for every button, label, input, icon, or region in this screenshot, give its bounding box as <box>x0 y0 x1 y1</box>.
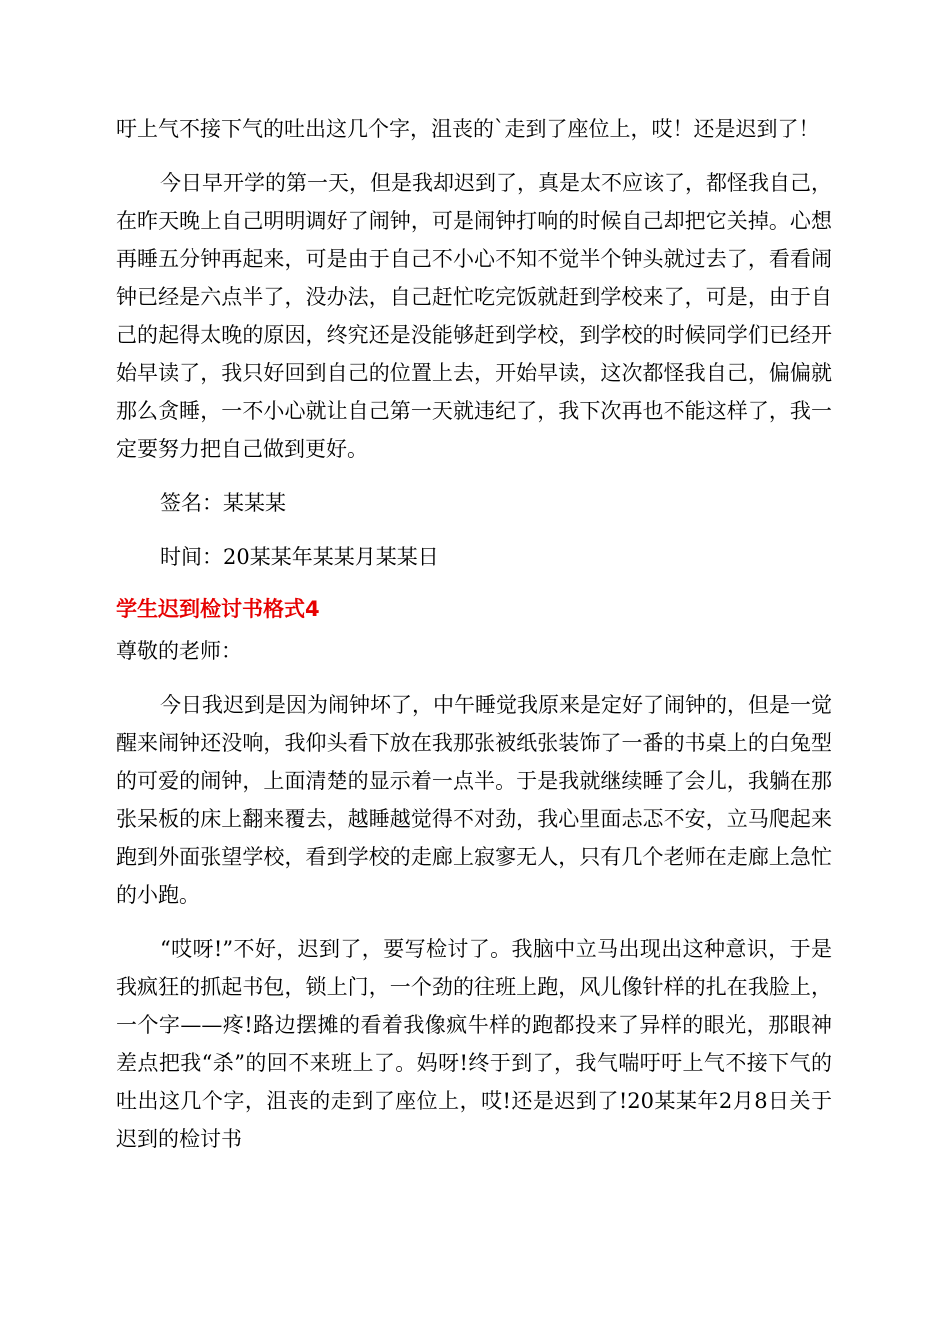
signature-line: 签名：某某某 <box>160 491 286 515</box>
section-heading: 学生迟到检讨书格式4 <box>116 597 320 621</box>
salutation: 尊敬的老师： <box>116 639 242 663</box>
body-paragraph: 今日早开学的第一天，但是我却迟到了，真是太不应该了，都怪我自己，在昨天晚上自己明明调好了闹钟，可是闹钟打响的时候自己却把它关掉。心想再睡五分钟再起来，可是由于自己不小心不知不觉半个钟头就过去了，看看闹钟已经是六点半了，没办法，自己赶忙吃完饭就赶到学校来了，可是，由于自己的起得太晚的原因，终究还是没能够赶到学校，到学校的时候同学们已经开始早读了，我只好回到自己的位置上去，开始早读，这次都怪我自己，偏偏就那么贪睡，一不小心就让自己第一天就违纪了，我下次再也不能这样了，我一定要努力把自己做到更好。 <box>116 171 832 461</box>
date-line: 时间：20某某年某某月某某日 <box>160 545 439 569</box>
continuation-paragraph: 吁上气不接下气的吐出这几个字，沮丧的`走到了座位上，哎！还是迟到了！ <box>116 117 820 141</box>
body-paragraph: 今日我迟到是因为闹钟坏了，中午睡觉我原来是定好了闹钟的，但是一觉醒来闹钟还没响，我仰头看下放在我那张被纸张装饰了一番的书桌上的白兔型的可爱的闹钟，上面清楚的显示着一点半。于是我就继续睡了会儿，我躺在那张呆板的床上翻来覆去，越睡越觉得不对劲，我心里面忐忑不安，立马爬起来跑到外面张望学校，看到学校的走廊上寂寥无人，只有几个老师在走廊上急忙的小跑。 <box>116 693 832 907</box>
document-body <box>116 110 832 1158</box>
body-paragraph: “哎呀!”不好，迟到了，要写检讨了。我脑中立马出现出这种意识，于是我疯狂的抓起书包，锁上门，一个劲的往班上跑，风儿像针样的扎在我脸上，一个字——疼!路边摆摊的看着我像疯牛样的跑都投来了异样的眼光，那眼神差点把我“杀”的回不来班上了。妈呀!终于到了，我气喘吁吁上气不接下气的吐出这几个字，沮丧的走到了座位上，哎!还是迟到了!20某某年2月8日关于迟到的检讨书 <box>116 937 832 1151</box>
